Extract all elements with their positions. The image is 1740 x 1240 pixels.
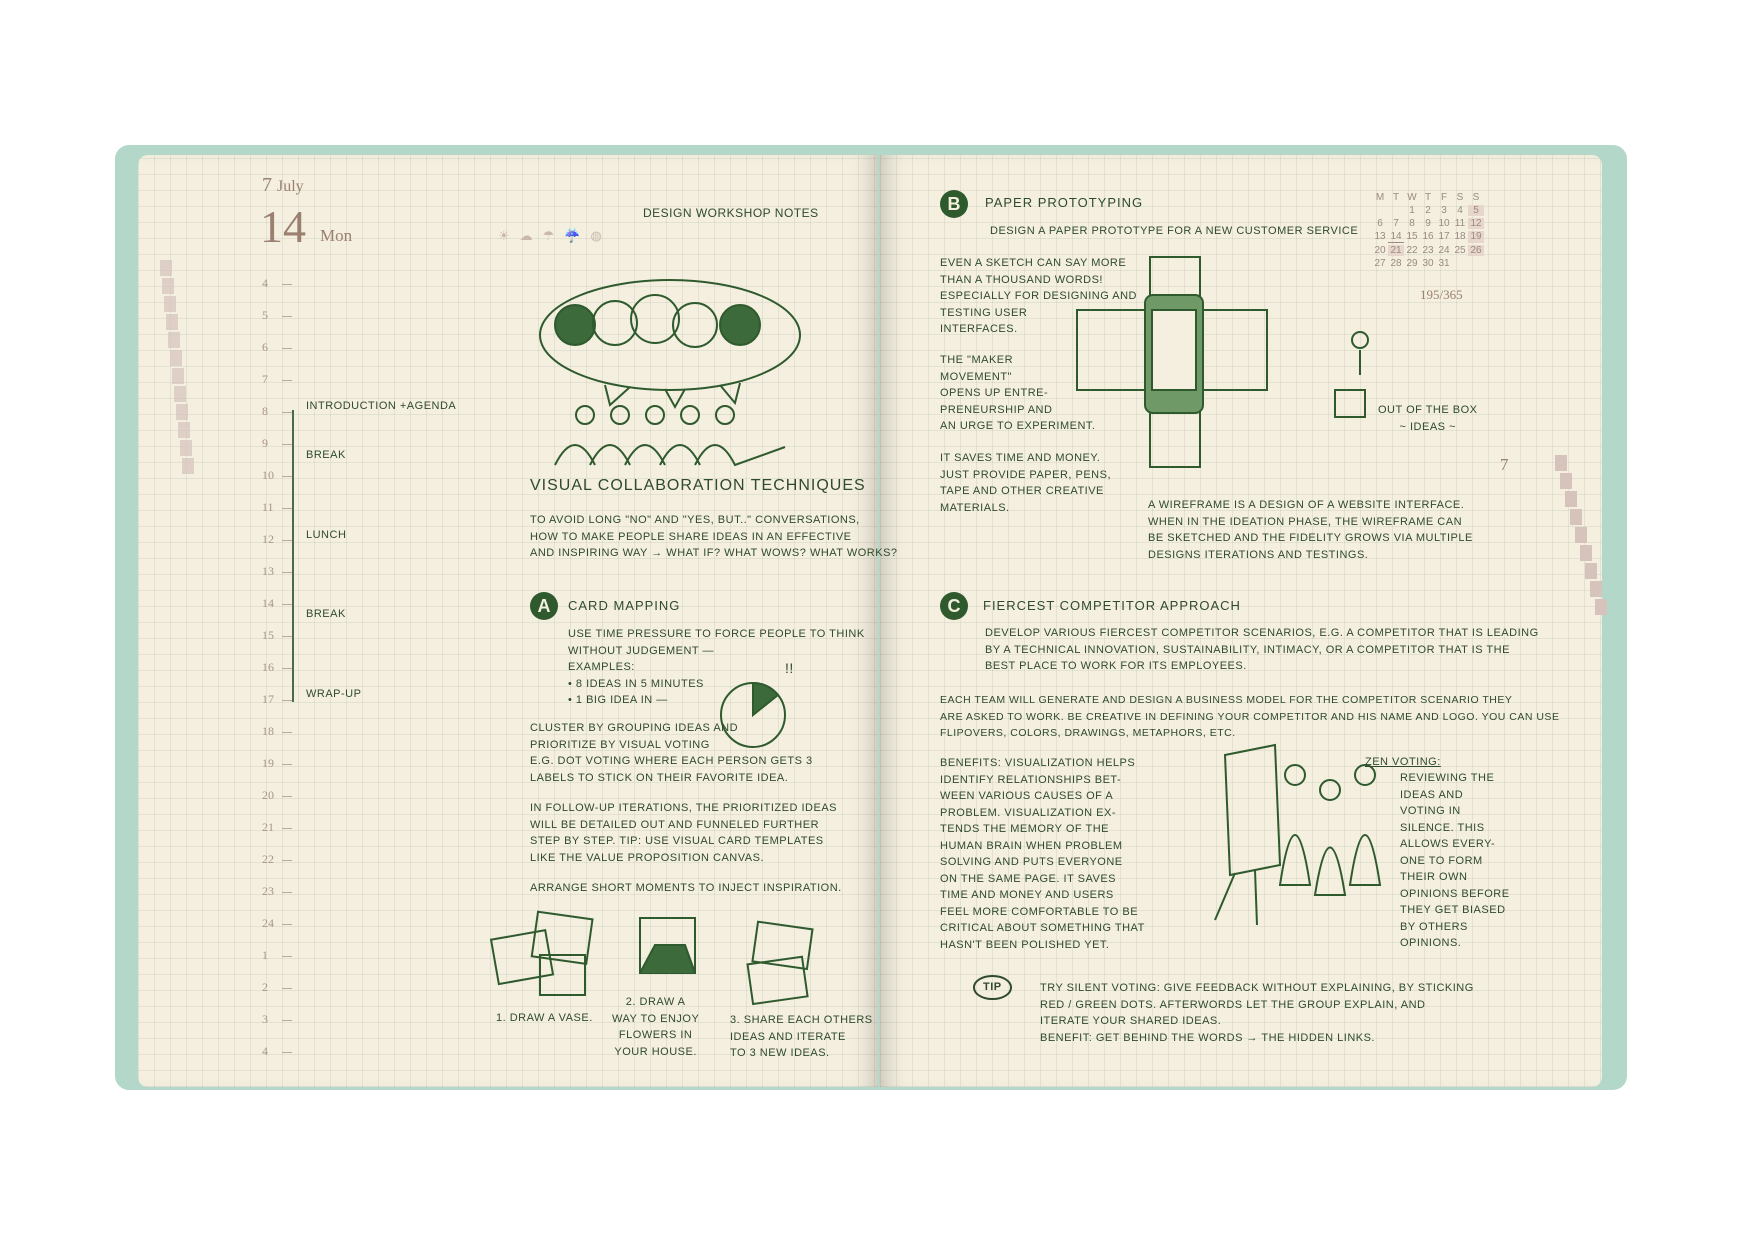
tip-text: TRY SILENT VOTING: GIVE FEEDBACK WITHOUT EXPLAINING, BY STICKING RED / GREEN DOTS. AFTERWORDS LET THE GROUP EXPLAIN, AND ITERATE YOUR SHARED IDEAS. BENEFIT: GET BEHIND THE WORDS → THE HIDDEN LINKS. <box>1040 982 1474 1044</box>
section-b-title: PAPER PROTOTYPING <box>985 195 1144 210</box>
mini-calendar <box>1372 192 1484 269</box>
agenda-item: WRAP-UP <box>306 688 362 700</box>
calendar-day: 1 <box>1409 205 1415 216</box>
hour-tick <box>282 1052 292 1053</box>
hour-label: 15 <box>262 628 274 642</box>
step-caption: 3. SHARE EACH OTHERS IDEAS AND ITERATE TO 3 NEW IDEAS. <box>730 1014 873 1059</box>
hour-tick <box>282 828 292 829</box>
month-index-tab[interactable] <box>1575 527 1587 543</box>
calendar-header: S <box>1472 192 1480 203</box>
month-index-tab[interactable] <box>166 314 178 330</box>
section-heading: VISUAL COLLABORATION TECHNIQUES <box>530 477 866 494</box>
calendar-day: 25 <box>1454 245 1466 256</box>
section-a-text: IN FOLLOW-UP ITERATIONS, THE PRIORITIZED IDEAS WILL BE DETAILED OUT AND FUNNELED FURTHER STEP BY STEP. TIP: USE VISUAL CARD TEMPLATES LIKE THE VALUE PROPOSITION CANVAS. <box>530 802 838 864</box>
month-index-tab[interactable] <box>1580 545 1592 561</box>
hour-label: 8 <box>262 404 268 418</box>
hour-tick <box>282 860 292 861</box>
month-index-tab[interactable] <box>172 368 184 384</box>
calendar-day: 12 <box>1468 218 1484 229</box>
month-index-tab[interactable] <box>162 278 174 294</box>
calendar-day: 3 <box>1441 205 1447 216</box>
section-c-badge: C <box>940 592 968 620</box>
month-index-tab[interactable] <box>164 296 176 312</box>
hour-label: 2 <box>262 980 268 994</box>
hour-tick <box>282 668 292 669</box>
month-index-tab[interactable] <box>1585 563 1597 579</box>
month-index-tab[interactable] <box>174 386 186 402</box>
calendar-day: 6 <box>1377 218 1383 229</box>
section-c-text: DEVELOP VARIOUS FIERCEST COMPETITOR SCENARIOS, E.G. A COMPETITOR THAT IS LEADING BY A TECHNICAL INNOVATION, SUSTAINABILITY, INTIMACY, OR A COMPETITOR THAT IS THE BEST PLACE TO WORK FOR ITS EMPLOYEES. <box>985 627 1539 672</box>
hour-label: 6 <box>262 340 268 354</box>
hour-label: 10 <box>262 468 274 482</box>
hour-tick <box>282 284 292 285</box>
calendar-day: 26 <box>1468 245 1484 256</box>
month-index-tab[interactable] <box>1560 473 1572 489</box>
lightbulb-box-sketch <box>1330 325 1380 415</box>
month-tab-label[interactable]: 7 <box>1500 455 1509 474</box>
collaboration-sketch <box>535 275 805 470</box>
calendar-header: S <box>1456 192 1464 203</box>
hour-tick <box>282 700 292 701</box>
hour-label: 16 <box>262 660 274 674</box>
wireframe-text: A WIREFRAME IS A DESIGN OF A WEBSITE INTERFACE. WHEN IN THE IDEATION PHASE, THE WIREFRAME CAN BE SKETCHED AND THE FIDELITY GROWS VIA MULTIPLE DESIGNS ITERATIONS AND TESTINGS. <box>1148 499 1473 561</box>
calendar-day: 9 <box>1425 218 1431 229</box>
calendar-day: 8 <box>1409 218 1415 229</box>
calendar-day: 31 <box>1438 258 1450 269</box>
calendar-header: T <box>1392 192 1400 203</box>
month-index-tab[interactable] <box>182 458 194 474</box>
step-caption: 2. DRAW A WAY TO ENJOY FLOWERS IN YOUR HOUSE. <box>612 996 700 1058</box>
hour-tick <box>282 540 292 541</box>
hour-label: 5 <box>262 308 268 322</box>
calendar-day: 23 <box>1422 245 1434 256</box>
month-index-tab[interactable] <box>168 332 180 348</box>
calendar-header: W <box>1407 192 1417 203</box>
calendar-day: 7 <box>1393 218 1399 229</box>
hour-tick <box>282 892 292 893</box>
section-c-text: EACH TEAM WILL GENERATE AND DESIGN A BUSINESS MODEL FOR THE COMPETITOR SCENARIO THEY ARE ASKED TO WORK. BE CREATIVE IN DEFINING YOUR COMPETITOR AND HIS NAME AND LOGO. YOU CAN USE FLIPOVERS, COLORS, DRAWINGS, METAPHORS, ETC. <box>940 694 1560 739</box>
section-b-text: EVEN A SKETCH CAN SAY MORE THAN A THOUSAND WORDS! ESPECIALLY FOR DESIGNING AND TESTING USER INTERFACES. <box>940 257 1137 335</box>
month-index-tab[interactable] <box>180 440 192 456</box>
hour-tick <box>282 924 292 925</box>
hour-label: 14 <box>262 596 274 610</box>
month-index-tab[interactable] <box>1590 581 1602 597</box>
hour-label: 4 <box>262 276 268 290</box>
hour-label: 24 <box>262 916 274 930</box>
day-count: 195/365 <box>1420 287 1463 302</box>
hour-tick <box>282 1020 292 1021</box>
timeline-line <box>292 410 294 702</box>
hour-label: 19 <box>262 756 274 770</box>
hour-label: 7 <box>262 372 268 386</box>
weather-icons: ☀☁☂☔◍ <box>498 228 612 243</box>
calendar-day: 24 <box>1438 245 1450 256</box>
benefits-text: BENEFITS: VISUALIZATION HELPS IDENTIFY RELATIONSHIPS BET- WEEN VARIOUS CAUSES OF A PROBLEM. VISUALIZATION EX- TENDS THE MEMORY OF THE HUMAN BRAIN WHEN PROBLEM SOLVING AND PUTS EVERYONE ON THE SAME PAGE. IT SAVES TIME AND MONEY AND USERS FEEL MORE COMFORTABLE TO BE CRITICAL ABOUT SOMETHING THAT HASN'T BEEN POLISHED YET. <box>940 757 1145 951</box>
hour-tick <box>282 732 292 733</box>
calendar-header: M <box>1375 192 1385 203</box>
intro-text: TO AVOID LONG "NO" AND "YES, BUT.." CONVERSATIONS, HOW TO MAKE PEOPLE SHARE IDEAS IN AN EFFECTIVE AND INSPIRING WAY → WHAT IF? WHAT WOWS? WHAT WORKS? <box>530 514 898 559</box>
phone-wireframe-sketch <box>1075 255 1275 470</box>
agenda-item: INTRODUCTION +AGENDA <box>306 400 457 412</box>
calendar-day: 21 <box>1388 245 1404 256</box>
hour-label: 23 <box>262 884 274 898</box>
hour-tick <box>282 604 292 605</box>
agenda-item: BREAK <box>306 608 346 620</box>
step-caption: 1. DRAW A VASE. <box>496 1012 593 1024</box>
zen-voting-text: REVIEWING THE IDEAS AND VOTING IN SILENCE. THIS ALLOWS EVERY- ONE TO FORM THEIR OWN OPINIONS BEFORE THEY GET BIASED BY OTHERS OPINIONS. <box>1400 772 1510 949</box>
hour-tick <box>282 444 292 445</box>
section-a-text: USE TIME PRESSURE TO FORCE PEOPLE TO THINK WITHOUT JUDGEMENT — EXAMPLES: • 8 IDEAS IN 5 MINUTES • 1 BIG IDEA IN — <box>568 628 865 706</box>
hour-label: 21 <box>262 820 274 834</box>
calendar-day: 29 <box>1406 258 1418 269</box>
hour-tick <box>282 380 292 381</box>
day-number: 14 <box>260 201 306 252</box>
hour-tick <box>282 956 292 957</box>
agenda-item: LUNCH <box>306 529 347 541</box>
calendar-day: 5 <box>1468 205 1484 216</box>
calendar-day: 4 <box>1457 205 1463 216</box>
month-index-tab[interactable] <box>176 404 188 420</box>
hour-tick <box>282 572 292 573</box>
hour-tick <box>282 348 292 349</box>
calendar-day: 17 <box>1438 231 1450 242</box>
hour-label: 17 <box>262 692 274 706</box>
section-a-text: ARRANGE SHORT MOMENTS TO INJECT INSPIRATION. <box>530 882 842 894</box>
month-index-tab[interactable] <box>1555 455 1567 471</box>
calendar-day: 30 <box>1422 258 1434 269</box>
tip-badge: TIP <box>973 975 1012 1000</box>
calendar-day: 22 <box>1406 245 1418 256</box>
hour-label: 4 <box>262 1044 268 1058</box>
calendar-day: 28 <box>1390 258 1402 269</box>
section-b-text: THE "MAKER MOVEMENT" OPENS UP ENTRE- PRENEURSHIP AND AN URGE TO EXPERIMENT. <box>940 354 1096 432</box>
zen-voting-title: ZEN VOTING: <box>1365 756 1441 768</box>
section-b-subtitle: DESIGN A PAPER PROTOTYPE FOR A NEW CUSTOMER SERVICE <box>990 225 1359 237</box>
section-a-text: CLUSTER BY GROUPING IDEAS AND PRIORITIZE BY VISUAL VOTING E.G. DOT VOTING WHERE EACH PERSON GETS 3 LABELS TO STICK ON THEIR FAVORITE IDEA. <box>530 722 813 784</box>
weekday: Mon <box>320 226 353 245</box>
hour-tick <box>282 316 292 317</box>
section-b-text: IT SAVES TIME AND MONEY. JUST PROVIDE PAPER, PENS, TAPE AND OTHER CREATIVE MATERIALS. <box>940 452 1112 514</box>
hour-label: 18 <box>262 724 274 738</box>
month-index-tab[interactable] <box>1565 491 1577 507</box>
agenda-item: BREAK <box>306 449 346 461</box>
hour-label: 22 <box>262 852 274 866</box>
calendar-header: T <box>1424 192 1432 203</box>
calendar-day <box>1372 205 1388 216</box>
flipchart-people-sketch <box>1195 745 1375 925</box>
hour-tick <box>282 476 292 477</box>
hour-label: 1 <box>262 948 268 962</box>
month-index-tab[interactable] <box>160 260 172 276</box>
month-index-tab[interactable] <box>1570 509 1582 525</box>
month-index-tab[interactable] <box>1595 599 1607 615</box>
section-a-title: CARD MAPPING <box>568 598 681 613</box>
hour-label: 12 <box>262 532 274 546</box>
calendar-day: 27 <box>1374 258 1386 269</box>
calendar-day: 13 <box>1374 231 1386 242</box>
hour-tick <box>282 636 292 637</box>
hour-tick <box>282 796 292 797</box>
calendar-day: 20 <box>1374 245 1386 256</box>
section-c-title: FIERCEST COMPETITOR APPROACH <box>983 598 1241 613</box>
month-label: 7 July <box>262 174 304 196</box>
hour-label: 13 <box>262 564 274 578</box>
hour-tick <box>282 508 292 509</box>
section-b-badge: B <box>940 190 968 218</box>
calendar-day: 19 <box>1468 231 1484 243</box>
calendar-day: 2 <box>1425 205 1431 216</box>
calendar-header: F <box>1440 192 1448 203</box>
calendar-day: 10 <box>1438 218 1450 229</box>
hour-tick <box>282 988 292 989</box>
hour-tick <box>282 412 292 413</box>
month-index-tab[interactable] <box>170 350 182 366</box>
calendar-day <box>1388 205 1404 216</box>
hour-tick <box>282 764 292 765</box>
hour-label: 20 <box>262 788 274 802</box>
hour-label: 3 <box>262 1012 268 1026</box>
calendar-day: 16 <box>1422 231 1434 242</box>
calendar-day: 15 <box>1406 231 1418 242</box>
calendar-day: 11 <box>1454 218 1466 229</box>
calendar-day: 18 <box>1454 231 1466 242</box>
month-index-tab[interactable] <box>178 422 190 438</box>
box-note: OUT OF THE BOX ~ IDEAS ~ <box>1378 404 1478 433</box>
clock-note: !! <box>785 660 794 676</box>
page-title: DESIGN WORKSHOP NOTES <box>643 206 819 220</box>
calendar-day: 14 <box>1388 231 1404 243</box>
hour-label: 11 <box>262 500 274 514</box>
hour-label: 9 <box>262 436 268 450</box>
section-a-badge: A <box>530 592 558 620</box>
